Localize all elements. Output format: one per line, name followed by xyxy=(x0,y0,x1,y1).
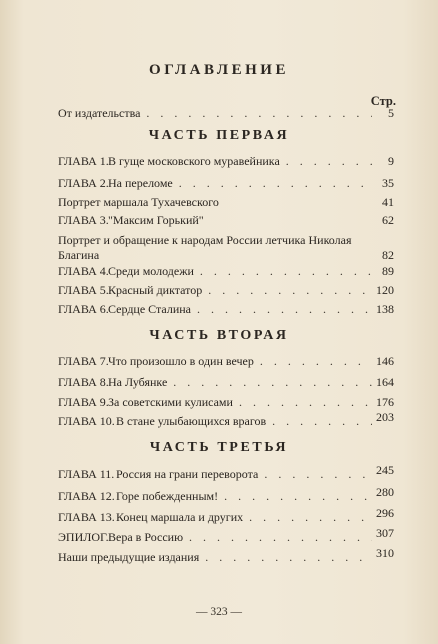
entry-label: ГЛАВА 13. xyxy=(58,510,115,524)
entry-text: На переломе xyxy=(108,176,173,190)
toc-entry[interactable] xyxy=(58,300,394,316)
entry-page: 41 xyxy=(382,195,394,209)
entry-label: ГЛАВА 5. xyxy=(58,283,109,297)
entry-text: Портрет маршала Тухачевского xyxy=(58,195,219,209)
entry-text: На Лубянке xyxy=(108,375,168,389)
toc-entry[interactable] xyxy=(58,548,394,564)
page-column-header: Стр. xyxy=(370,94,396,108)
entry-text: В стане улыбающихся врагов xyxy=(116,414,267,428)
entry-text: За советскими кулисами xyxy=(108,395,233,409)
toc-entry[interactable] xyxy=(58,193,394,209)
part-heading-2: ЧАСТЬ ВТОРАЯ xyxy=(149,328,289,343)
entry-page: 296 xyxy=(376,506,394,520)
toc-entry-intro[interactable] xyxy=(58,104,394,120)
entry-page: 203 xyxy=(376,410,394,424)
entry-label: ГЛАВА 9. xyxy=(58,395,109,409)
leader-dots xyxy=(202,283,372,297)
entry-page: 120 xyxy=(376,283,394,297)
entry-text: В гуще московского муравейника xyxy=(108,154,280,168)
toc-entry[interactable] xyxy=(58,373,394,389)
entry-label: ГЛАВА 10. xyxy=(58,414,115,428)
leader-dots xyxy=(243,510,372,524)
entry-page: 164 xyxy=(376,375,394,389)
leader-dots xyxy=(140,106,372,120)
entry-text: Наши предыдущие издания xyxy=(58,550,200,564)
part-heading-1: ЧАСТЬ ПЕРВАЯ xyxy=(148,128,290,143)
entry-text: Среди молодежи xyxy=(108,264,194,278)
entry-text: Портрет и обращение к народам России летчика Николая Благина xyxy=(58,233,352,262)
entry-text: Что произошло в один вечер xyxy=(108,354,254,368)
entry-page: 176 xyxy=(376,395,394,409)
entry-text: Горе побежденным! xyxy=(116,489,219,503)
leader-dots xyxy=(233,395,372,409)
leader-dots xyxy=(183,530,372,544)
entry-page: 310 xyxy=(376,546,394,560)
entry-page: 307 xyxy=(376,526,394,540)
entry-label: ГЛАВА 8. xyxy=(58,375,109,389)
leader-dots xyxy=(194,264,372,278)
toc-entry[interactable] xyxy=(58,393,394,409)
entry-page: 62 xyxy=(382,213,394,227)
toc-entry[interactable] xyxy=(58,528,394,544)
toc-title: ОГЛАВЛЕНИЕ xyxy=(149,62,289,78)
leader-dots xyxy=(173,176,372,190)
entry-label: ГЛАВА 2. xyxy=(58,176,109,190)
entry-page: 245 xyxy=(376,463,394,477)
entry-text: Сердце Сталина xyxy=(108,302,191,316)
entry-page: 89 xyxy=(382,264,394,278)
entry-text: Вера в Россию xyxy=(108,530,184,544)
toc-entry[interactable] xyxy=(58,508,394,524)
entry-label: ГЛАВА 3. xyxy=(58,213,109,227)
entry-text: Конец маршала и других xyxy=(116,510,244,524)
leader-dots xyxy=(280,154,372,168)
entry-page: 5 xyxy=(388,106,394,120)
toc-entry[interactable] xyxy=(58,174,394,190)
entry-label: ГЛАВА 6. xyxy=(58,302,109,316)
entry-page: 146 xyxy=(376,354,394,368)
leader-dots xyxy=(191,302,372,316)
entry-label: ГЛАВА 7. xyxy=(58,354,109,368)
leader-dots xyxy=(167,375,372,389)
entry-page: 35 xyxy=(382,176,394,190)
entry-page: 280 xyxy=(376,485,394,499)
leader-dots xyxy=(266,414,372,428)
entry-label: ГЛАВА 4. xyxy=(58,264,109,278)
leader-dots xyxy=(254,354,372,368)
toc-entry[interactable] xyxy=(58,412,394,428)
entry-label: ГЛАВА 12. xyxy=(58,489,115,503)
toc-entry[interactable] xyxy=(58,262,394,278)
toc-entry[interactable] xyxy=(58,281,394,297)
toc-entry[interactable] xyxy=(58,152,394,168)
entry-page: 9 xyxy=(388,154,394,168)
entry-text: Красный диктатор xyxy=(108,283,203,297)
leader-dots xyxy=(199,550,372,564)
leader-dots xyxy=(218,489,372,503)
entry-label: ЭПИЛОГ. xyxy=(58,530,109,544)
entry-text: "Максим Горький" xyxy=(108,213,204,227)
entry-page: 82 xyxy=(382,248,394,262)
entry-text: Россия на грани переворота xyxy=(116,467,259,481)
leader-dots xyxy=(258,467,372,481)
toc-entry[interactable] xyxy=(58,487,394,503)
toc-entry[interactable] xyxy=(58,211,394,227)
entry-label: ГЛАВА 1. xyxy=(58,154,109,168)
entry-page: 138 xyxy=(376,302,394,316)
toc-entry[interactable] xyxy=(58,465,394,481)
page-number: — 323 — xyxy=(196,606,242,618)
toc-entry[interactable] xyxy=(58,352,394,368)
toc-entry[interactable] xyxy=(58,233,394,263)
entry-text: От издательства xyxy=(58,106,141,120)
entry-label: ГЛАВА 11. xyxy=(58,467,115,481)
part-heading-3: ЧАСТЬ ТРЕТЬЯ xyxy=(149,440,289,455)
